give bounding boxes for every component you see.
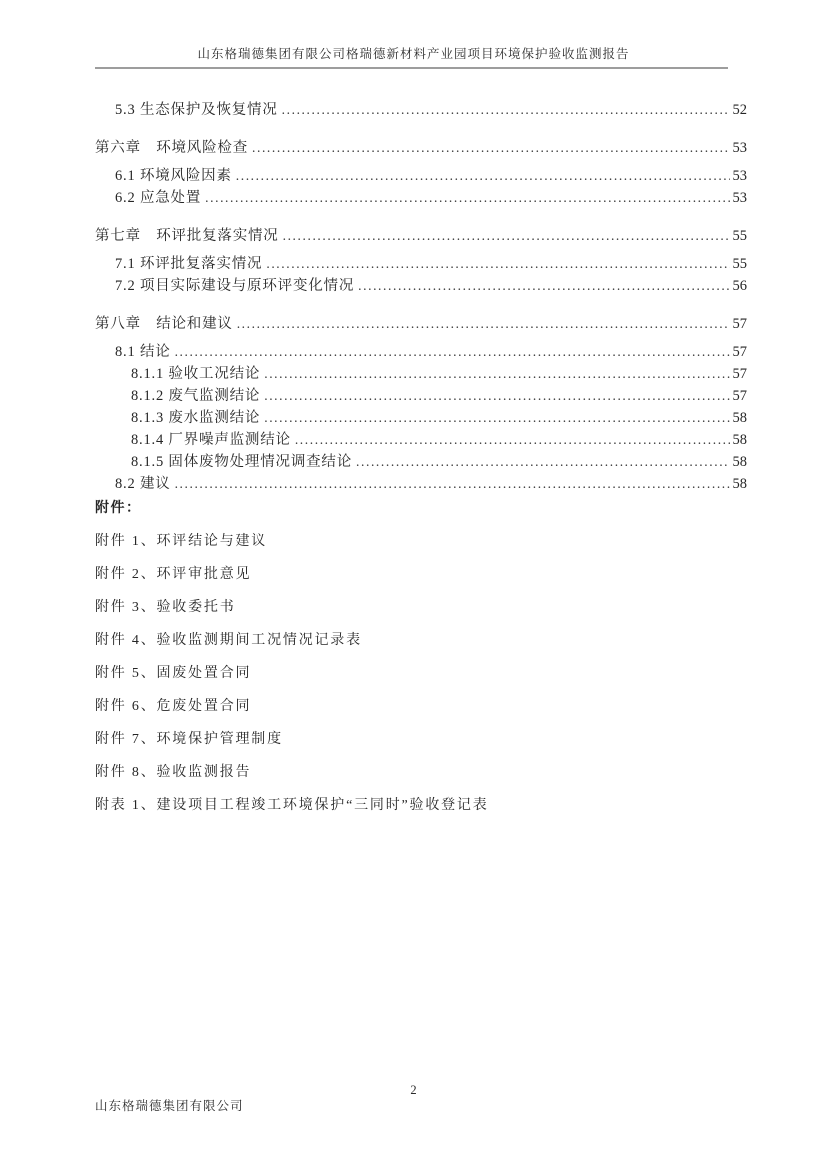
toc-entry (115, 275, 747, 297)
toc-entry (115, 99, 747, 121)
toc-entry-page-number: 58 (732, 454, 747, 470)
toc-entry (131, 451, 747, 473)
toc-entry-label: 5.3 生态保护及恢复情况 (115, 102, 278, 118)
toc-entry-page-number: 57 (732, 366, 747, 382)
toc-entry-page-number: 53 (732, 168, 747, 184)
header-divider-line (95, 67, 728, 69)
toc-entry (131, 429, 747, 451)
toc-dot-leader (237, 313, 730, 335)
toc-entry-page-number: 55 (732, 256, 747, 272)
toc-entry (95, 137, 747, 159)
toc-entry-label: 7.2 项目实际建设与原环评变化情况 (115, 278, 355, 294)
toc-dot-leader (358, 275, 729, 297)
toc-dot-leader (264, 385, 729, 407)
toc-entry-page-number: 57 (732, 388, 747, 404)
toc-entry-label: 第七章 环评批复落实情况 (95, 228, 279, 244)
toc-entry-label: 8.1.1 验收工况结论 (131, 366, 261, 382)
attachment-item: 附件 7、环境保护管理制度 (95, 732, 283, 747)
toc-entry (131, 407, 747, 429)
toc-entry (115, 253, 747, 275)
toc-entry (115, 187, 747, 209)
toc-entry-label: 6.1 环境风险因素 (115, 168, 232, 184)
toc-entry (115, 341, 747, 363)
footer-page-number: 2 (410, 1083, 417, 1097)
toc-entry (115, 165, 747, 187)
toc-dot-leader (356, 451, 729, 473)
toc-dot-leader (236, 165, 730, 187)
attachment-item: 附件 8、验收监测报告 (95, 765, 252, 780)
toc-entry-label: 第六章 环境风险检查 (95, 140, 248, 156)
toc-entry (95, 313, 747, 335)
toc-dot-leader (282, 99, 730, 121)
toc-entry-page-number: 55 (732, 228, 747, 244)
toc-dot-leader (175, 341, 730, 363)
toc-dot-leader (266, 253, 729, 275)
toc-entry-label: 8.1.2 废气监测结论 (131, 388, 261, 404)
toc-entry-page-number: 57 (732, 344, 747, 360)
attachment-item: 附表 1、建设项目工程竣工环境保护“三同时”验收登记表 (95, 798, 489, 813)
toc-entry-page-number: 53 (732, 190, 747, 206)
toc-entry-page-number: 58 (732, 410, 747, 426)
toc-entry-page-number: 58 (732, 476, 747, 492)
footer-company-name: 山东格瑞德集团有限公司 (95, 1099, 244, 1113)
toc-dot-leader (175, 473, 730, 495)
attachment-item: 附件 3、验收委托书 (95, 600, 236, 615)
attachment-item: 附件 6、危废处置合同 (95, 699, 252, 714)
toc-entry-page-number: 52 (732, 102, 747, 118)
toc-entry-page-number: 57 (732, 316, 747, 332)
attachments-list (95, 531, 747, 816)
toc-entry-page-number: 58 (732, 432, 747, 448)
attachment-item: 附件 2、环评审批意见 (95, 567, 252, 582)
toc-entry-label: 8.2 建议 (115, 476, 171, 492)
attachment-item: 附件 5、固废处置合同 (95, 666, 252, 681)
page-header-title: 山东格瑞德集团有限公司格瑞德新材料产业园项目环境保护验收监测报告 (197, 47, 630, 61)
toc-entry (115, 473, 747, 495)
toc-entry-label: 8.1 结论 (115, 344, 171, 360)
toc-entry-label: 6.2 应急处置 (115, 190, 202, 206)
attachments-heading: 附件： (95, 501, 142, 516)
toc-entry-page-number: 53 (732, 140, 747, 156)
table-of-contents (95, 99, 747, 495)
toc-dot-leader (264, 407, 729, 429)
toc-dot-leader (252, 137, 730, 159)
toc-entry-label: 7.1 环评批复落实情况 (115, 256, 263, 272)
toc-dot-leader (205, 187, 729, 209)
toc-entry-label: 第八章 结论和建议 (95, 316, 233, 332)
toc-dot-leader (264, 363, 729, 385)
toc-entry (131, 363, 747, 385)
toc-entry-page-number: 56 (732, 278, 747, 294)
toc-entry (95, 225, 747, 247)
toc-entry-label: 8.1.3 废水监测结论 (131, 410, 261, 426)
toc-entry-label: 8.1.4 厂界噪声监测结论 (131, 432, 291, 448)
toc-dot-leader (283, 225, 730, 247)
attachments-section (95, 498, 747, 816)
toc-entry (131, 385, 747, 407)
toc-entry-label: 8.1.5 固体废物处理情况调查结论 (131, 454, 353, 470)
attachment-item: 附件 4、验收监测期间工况情况记录表 (95, 633, 362, 648)
toc-dot-leader (295, 429, 730, 451)
attachment-item: 附件 1、环评结论与建议 (95, 534, 268, 549)
